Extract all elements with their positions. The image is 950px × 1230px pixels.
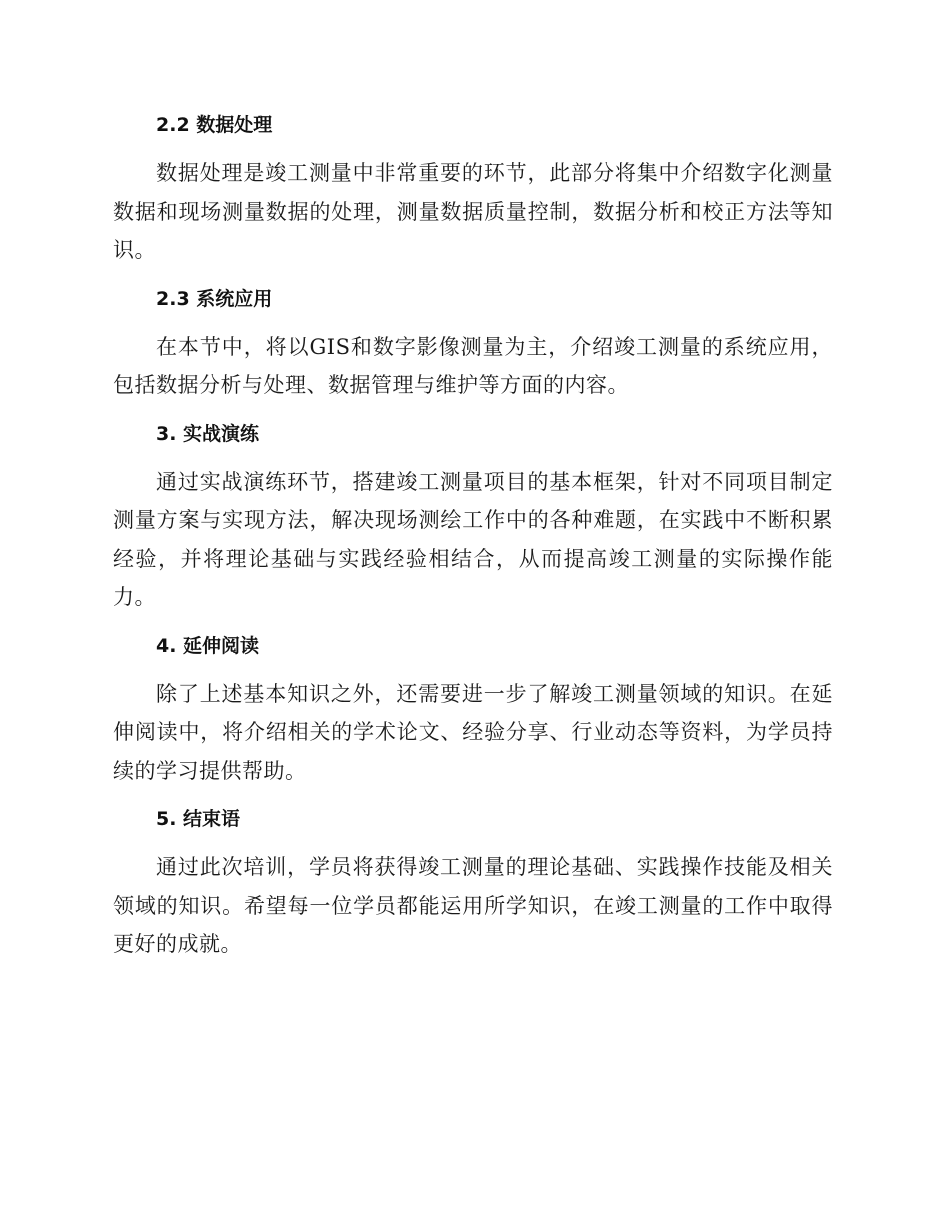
section-data-processing	[113, 108, 833, 270]
section-paragraph: 数据处理是竣工测量中非常重要的环节，此部分将集中介绍数字化测量数据和现场测量数据的处理，测量数据质量控制，数据分析和校正方法等知识。	[113, 161, 833, 262]
section-practical-exercise	[113, 417, 833, 617]
section-heading: 5. 结束语	[156, 808, 241, 830]
section-paragraph: 通过实战演练环节，搭建竣工测量项目的基本框架，针对不同项目制定测量方案与实现方法，解决现场测绘工作中的各种难题，在实践中不断积累经验，并将理论基础与实践经验相结合，从而提高竣工测量的实际操作能力。	[113, 469, 833, 609]
section-extended-reading	[113, 629, 833, 791]
section-paragraph: 除了上述基本知识之外，还需要进一步了解竣工测量领域的知识。在延伸阅读中，将介绍相关的学术论文、经验分享、行业动态等资料，为学员持续的学习提供帮助。	[113, 681, 833, 783]
section-heading: 3. 实战演练	[156, 422, 260, 445]
section-heading: 2.2 数据处理	[156, 114, 273, 136]
section-heading: 4. 延伸阅读	[156, 634, 260, 657]
section-heading: 2.3 系统应用	[156, 287, 273, 310]
section-system-application	[113, 282, 833, 405]
section-paragraph: 在本节中，将以GIS和数字影像测量为主，介绍竣工测量的系统应用，包括数据分析与处理、数据管理与维护等方面的内容。	[113, 334, 833, 397]
section-conclusion	[113, 802, 833, 964]
section-paragraph: 通过此次培训，学员将获得竣工测量的理论基础、实践操作技能及相关领域的知识。希望每一位学员都能运用所学知识，在竣工测量的工作中取得更好的成就。	[113, 855, 833, 956]
document-page	[113, 108, 833, 976]
